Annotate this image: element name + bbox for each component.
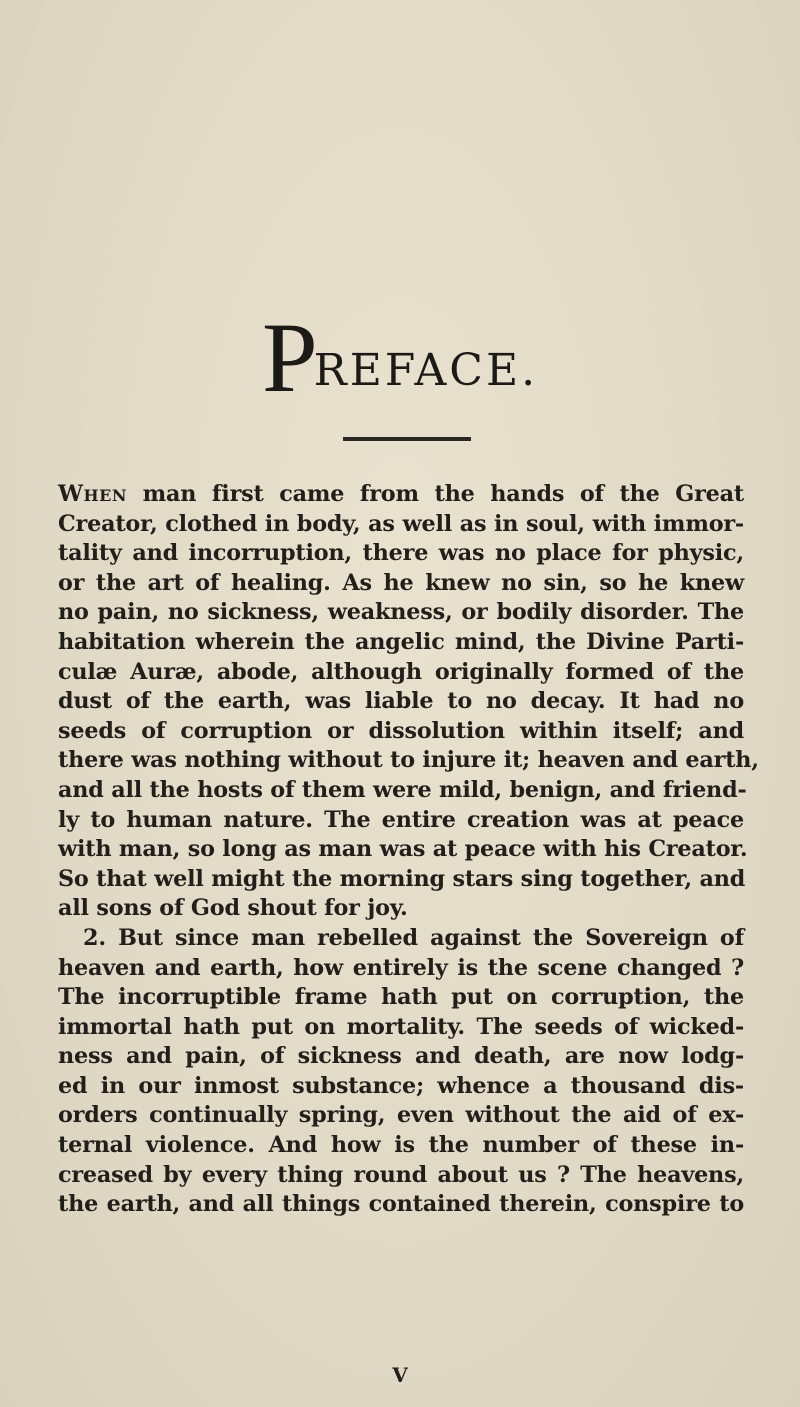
heading-rest: REFACE. [313,345,539,396]
lead-word: When [58,481,127,507]
heading-rule [343,437,471,441]
text-line: ly to human nature. The entire creation was at peace [58,806,744,833]
text-line: all sons of God shout for joy. [58,895,408,922]
text-line: the earth, and all things contained therein, conspire to [58,1191,744,1218]
preface-heading [0,300,800,415]
text-line: culæ Auræ, abode, although originally formed of the [58,658,744,685]
text-line: creased by every thing round about us ? The heavens, [58,1161,744,1188]
signature-mark: V [392,1363,408,1387]
text-line: and all the hosts of them were mild, benign, and friend- [58,776,747,803]
text-line: heaven and earth, how entirely is the scene changed ? [58,954,744,981]
text-line: with man, so long as man was at peace with his Creator. [58,836,748,863]
text-line: ternal violence. And how is the number of these in- [58,1132,744,1159]
text-line: tality and incorruption, there was no place for physic, [58,540,744,567]
text-line: there was nothing without to injure it; heaven and earth, [58,747,759,774]
text-line: So that well might the morning stars sing together, and [58,865,746,892]
text-line: orders continually spring, even without the aid of ex- [58,1102,744,1129]
text-line: habitation wherein the angelic mind, the Divine Parti- [58,628,744,655]
text-line: immortal hath put on mortality. The seeds of wicked- [58,1013,744,1040]
text-line: ed in our inmost substance; whence a thousand dis- [58,1072,744,1099]
text-line: Creator, clothed in body, as well as in soul, with immor- [58,510,744,537]
text-line: ness and pain, of sickness and death, are now lodg- [58,1043,744,1070]
text-line: no pain, no sickness, weakness, or bodily disorder. The [58,599,744,626]
text-line: The incorruptible frame hath put on corruption, the [58,984,744,1011]
text-line: 2. But since man rebelled against the Sovereign of [83,924,744,951]
preface-body [58,480,759,1220]
text-line: seeds of corruption or dissolution within itself; and [58,717,744,744]
text-line: dust of the earth, was liable to no decay. It had no [58,688,744,715]
heading-initial: P [261,302,314,413]
text-line: When man first came from the hands of the Great [58,481,744,507]
text-line: or the art of healing. As he knew no sin, so he knew [58,569,744,596]
